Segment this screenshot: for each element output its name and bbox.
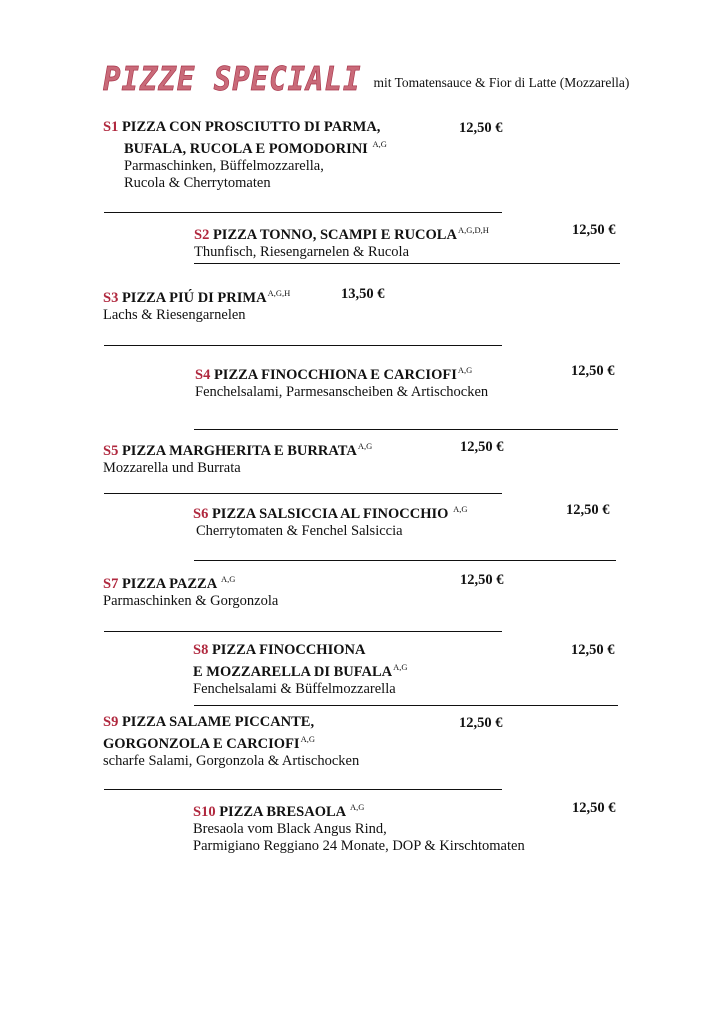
item-name bbox=[193, 501, 467, 523]
divider bbox=[104, 345, 502, 346]
item-code: S5 bbox=[103, 443, 119, 459]
item-name-line: PIZZA SALAME PICCANTE, bbox=[121, 714, 315, 730]
item-name-line: GORGONZOLA E CARCIOFI bbox=[103, 736, 300, 752]
item-price: 13,50 € bbox=[341, 286, 385, 302]
item-name-line: PIZZA FINOCCHIONA E CARCIOFI bbox=[213, 367, 457, 383]
allergen-codes: A,G bbox=[300, 734, 315, 744]
divider bbox=[194, 429, 618, 430]
item-name-line: PIZZA FINOCCHIONA bbox=[211, 642, 366, 658]
item-code: S1 bbox=[103, 119, 119, 135]
menu-item-s10 bbox=[193, 799, 525, 855]
item-name-line: PIZZA PIÚ DI PRIMA bbox=[121, 290, 267, 306]
item-name-line: PIZZA BRESAOLA bbox=[219, 804, 346, 820]
allergen-codes: A,G bbox=[453, 504, 468, 514]
item-name bbox=[103, 136, 387, 158]
item-name bbox=[103, 119, 387, 136]
item-description: scharfe Salami, Gorgonzola & Artischocken bbox=[103, 753, 360, 769]
item-code: S10 bbox=[193, 804, 216, 820]
divider bbox=[194, 705, 618, 706]
item-name-line: PIZZA PAZZA bbox=[121, 576, 217, 592]
page-subtitle: mit Tomatensauce & Fior di Latte (Mozzarella) bbox=[373, 75, 630, 90]
menu-item-s9 bbox=[103, 714, 359, 770]
item-name bbox=[103, 285, 290, 307]
allergen-codes: A,G bbox=[357, 441, 373, 451]
menu-item-s1 bbox=[103, 119, 387, 192]
menu-item-s7 bbox=[103, 571, 278, 610]
allergen-codes: A,G,H bbox=[267, 288, 291, 298]
page-title: PIZZE SPECIALI bbox=[103, 59, 362, 99]
item-code: S2 bbox=[194, 227, 210, 243]
menu-header bbox=[103, 59, 630, 99]
divider bbox=[104, 631, 502, 632]
menu-item-s6 bbox=[193, 501, 467, 540]
allergen-codes: A,G bbox=[393, 662, 408, 672]
item-description: Parmaschinken, Büffelmozzarella, bbox=[124, 158, 324, 174]
item-name bbox=[103, 731, 359, 753]
divider bbox=[104, 493, 502, 494]
item-price: 12,50 € bbox=[459, 715, 503, 731]
item-price: 12,50 € bbox=[571, 363, 615, 379]
item-price: 12,50 € bbox=[571, 642, 615, 658]
item-name bbox=[193, 642, 408, 659]
item-description: Rucola & Cherrytomaten bbox=[124, 175, 271, 191]
item-name bbox=[103, 571, 278, 593]
item-description: Lachs & Riesengarnelen bbox=[103, 307, 246, 323]
menu-item-s4 bbox=[195, 362, 488, 401]
item-code: S3 bbox=[103, 290, 119, 306]
item-name-line: PIZZA SALSICCIA AL FINOCCHIO bbox=[211, 506, 449, 522]
item-price: 12,50 € bbox=[572, 800, 616, 816]
item-name-line: PIZZA CON PROSCIUTTO DI PARMA, bbox=[121, 119, 381, 135]
item-description: Thunfisch, Riesengarnelen & Rucola bbox=[194, 244, 410, 260]
item-name-line: BUFALA, RUCOLA E POMODORINI bbox=[124, 141, 368, 157]
item-name-line: E MOZZARELLA DI BUFALA bbox=[193, 664, 393, 680]
item-name bbox=[193, 659, 408, 681]
item-name bbox=[195, 362, 488, 384]
item-name bbox=[193, 799, 525, 821]
item-price: 12,50 € bbox=[459, 120, 503, 136]
item-code: S9 bbox=[103, 714, 119, 730]
item-price: 12,50 € bbox=[460, 439, 504, 455]
item-name bbox=[103, 714, 359, 731]
allergen-codes: A,G bbox=[220, 574, 236, 584]
menu-item-s3 bbox=[103, 285, 290, 324]
menu-item-s8 bbox=[193, 642, 408, 698]
divider bbox=[194, 263, 620, 264]
item-description: Fenchelsalami, Parmesanscheiben & Artischocken bbox=[195, 384, 489, 400]
divider bbox=[194, 560, 616, 561]
allergen-codes: A,G bbox=[457, 365, 473, 375]
item-price: 12,50 € bbox=[460, 572, 504, 588]
divider bbox=[104, 212, 502, 213]
allergen-codes: A,G bbox=[349, 802, 365, 812]
item-code: S4 bbox=[195, 367, 211, 383]
allergen-codes: A,G bbox=[372, 139, 387, 149]
item-code: S8 bbox=[193, 642, 209, 658]
item-description: Parmigiano Reggiano 24 Monate, DOP & Kirschtomaten bbox=[193, 838, 525, 854]
item-code: S7 bbox=[103, 576, 119, 592]
item-name bbox=[194, 222, 489, 244]
item-name-line: PIZZA MARGHERITA E BURRATA bbox=[121, 443, 357, 459]
item-price: 12,50 € bbox=[566, 502, 610, 518]
item-name-line: PIZZA TONNO, SCAMPI E RUCOLA bbox=[212, 227, 457, 243]
menu-item-s5 bbox=[103, 438, 372, 477]
item-price: 12,50 € bbox=[572, 222, 616, 238]
item-description: Mozzarella und Burrata bbox=[103, 460, 241, 476]
item-description: Bresaola vom Black Angus Rind, bbox=[193, 821, 387, 837]
item-code: S6 bbox=[193, 506, 209, 522]
item-name bbox=[103, 438, 372, 460]
item-description: Parmaschinken & Gorgonzola bbox=[103, 593, 279, 609]
item-description: Cherrytomaten & Fenchel Salsiccia bbox=[196, 523, 403, 539]
menu-item-s2 bbox=[194, 222, 489, 261]
divider bbox=[104, 789, 502, 790]
allergen-codes: A,G,D,H bbox=[457, 225, 489, 235]
item-description: Fenchelsalami & Büffelmozzarella bbox=[193, 681, 396, 697]
